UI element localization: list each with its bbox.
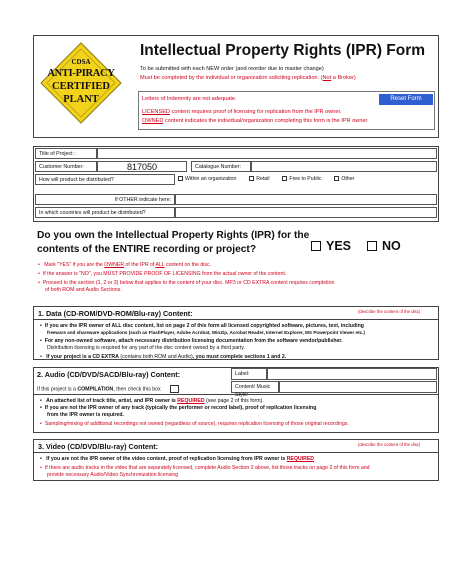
s3-line1: [40, 456, 432, 463]
no-label: NO: [382, 239, 401, 253]
s2-line1-pre: An attached list of track title, artist, and IPR owner is: [46, 398, 178, 404]
other-indicate-label: If OTHER indicate here:: [35, 194, 175, 205]
logo-text-certified: CERTIFIED: [52, 81, 110, 92]
catalogue-field[interactable]: [251, 161, 437, 172]
s1-line5-mid: (contains both ROM and Audio): [118, 354, 193, 361]
instr-yes-owner: OWNER: [104, 262, 125, 268]
s1-line3: • For any non-owned software, attach necessary distribution licensing documentation from the software vendor/publisher.: [40, 338, 432, 345]
logo-text-cdsa: CDSA: [71, 58, 91, 66]
s1-line5: [40, 354, 432, 361]
distribution-options: [176, 176, 354, 183]
section2-body: [33, 395, 439, 433]
compilation-pre: If this project is a: [37, 386, 78, 393]
countries-label: In which countries will product be distributed?: [35, 207, 175, 218]
countries-field[interactable]: [175, 207, 437, 218]
licensed-note: [142, 109, 342, 117]
instruction-no: • If the answer is "NO", you MUST PROVIDE PROOF OF LICENSING from the actual owner of the content.: [38, 271, 438, 278]
s1-line1: • If you are the IPR owner of ALL disc content, list on page 2 of this form all licensed copyrighted software, pictures, text, including: [40, 323, 432, 330]
s2-line1-end: (see page 2 of this form).: [204, 398, 264, 404]
logo-text-plant: PLANT: [63, 94, 99, 105]
s2-line1: [40, 398, 432, 405]
yes-option[interactable]: [311, 239, 351, 253]
section1-body: [33, 320, 439, 360]
section3-body: [33, 453, 439, 481]
other-checkbox[interactable]: [334, 176, 339, 181]
submit-note: To be submitted with each NEW order (and reorder due to master change): [140, 66, 324, 72]
s2-line4: • Sampling/mixing of additional recordings not owned (regardless of source), requires replication licensing of those original recordings.: [40, 421, 432, 428]
within-org-checkbox[interactable]: [178, 176, 183, 181]
ownership-instructions: [38, 262, 438, 296]
distribution-label: How will product be distributed?: [35, 174, 175, 185]
instruction-proceed-2: of both ROM and Audio Sections.: [45, 287, 122, 294]
yes-label: YES: [326, 239, 352, 253]
catalogue-label: Catalogue Number:: [191, 161, 251, 172]
question-line1: Do you own the Intellectual Property Rights (IPR) for the: [37, 230, 310, 241]
compilation-end: , then check this box: [113, 386, 161, 393]
label-field[interactable]: [267, 368, 437, 380]
completion-note-not: Not: [322, 75, 332, 81]
s3-line2: • If there are audio tracks in the video that are separately licensed, complete Audio Section 2 above, list those tracks on page 2 of this form and: [40, 465, 432, 472]
indemnity-note: Letters of Indemnity are not adequate.: [142, 96, 237, 102]
owned-word: OWNED: [142, 118, 164, 124]
completion-note-end: a Broker): [331, 75, 356, 81]
music-style-label: Content/ Music Style:: [231, 381, 279, 393]
instr-yes-pre: Mark "YES" if you are the: [44, 262, 105, 268]
no-checkbox-icon[interactable]: [367, 241, 377, 251]
completion-note-text: Must be completed by the individual or organization soliciting replication. (: [140, 75, 323, 81]
yes-checkbox-icon[interactable]: [311, 241, 321, 251]
retail-checkbox[interactable]: [249, 176, 254, 181]
compilation-word: COMPILATION: [77, 386, 114, 393]
s3-line1-pre: If you are not the IPR owner of the video content, proof of replication licensing from IPR owner is: [46, 456, 287, 462]
free-public-checkbox[interactable]: [282, 176, 287, 181]
other-label: Other: [341, 176, 355, 182]
s1-line2-text: freeware and shareware applications (such as FlashPlayer, Adobe Acrobat, WinZip, Acrobat Reader, Internet Explorer, MS Powerpoint Viewer etc.): [47, 330, 365, 336]
customer-label: Customer Number:: [35, 161, 97, 172]
compilation-checkbox[interactable]: [170, 385, 179, 393]
other-indicate-field[interactable]: [175, 194, 437, 205]
instruction-mark-yes: [38, 262, 438, 269]
owned-text: content indicates the individual/organization completing this form is the IPR owner.: [163, 118, 369, 124]
licensed-word: LICENSED: [142, 109, 170, 115]
logo-text-antipiracy: ANTI-PIRACY: [47, 68, 115, 79]
s1-line4: Distribution licensing is required for any part of the disc content owned by a third party.: [47, 345, 245, 352]
no-option[interactable]: [367, 239, 401, 253]
free-public-label: Free to Public: [289, 176, 322, 182]
retail-label: Retail: [256, 176, 270, 182]
section2-title: 2. Audio (CD/DVD/SACD/Blu-ray) Content:: [37, 370, 181, 379]
s1-line5-end: , you must complete sections 1 and 2.: [192, 354, 287, 361]
s1-line5-pre: If your project is a CD EXTRA: [46, 354, 119, 361]
licensed-text: content requires proof of licensing for replication from the IPR owner.: [169, 109, 342, 115]
question-line2: contents of the ENTIRE recording or project?: [37, 243, 257, 255]
instr-yes-end: content on the disc.: [164, 262, 211, 268]
section3-describe-note: (describe the content of the disc): [358, 442, 421, 447]
instruction-proceed: • Proceed to the section (1, 2 or 3) below that applies to the content of your disc. MP3 or CD EXTRA content requires completion: [38, 280, 438, 287]
section1-describe-note: (describe the content of the disc): [358, 309, 421, 314]
form-title: Intellectual Property Rights (IPR) Form: [140, 42, 426, 59]
section3-header: 3. Video (CD/DVD/Blu-ray) Content:: [33, 439, 439, 453]
s2-line3: from the IPR owner is required.: [47, 412, 124, 419]
ownership-question: [37, 229, 309, 256]
label-label: Label:: [231, 368, 267, 380]
reset-form-button[interactable]: Reset Form: [379, 94, 433, 105]
completion-note: [140, 75, 356, 83]
title-label: Title of Project :: [35, 148, 97, 159]
instr-yes-all: ALL: [155, 262, 165, 268]
within-org-label: Within an organization: [185, 176, 237, 182]
music-style-field[interactable]: [279, 381, 437, 393]
s3-line1-req: REQUIRED: [286, 456, 315, 462]
s1-line2: [40, 330, 432, 336]
instr-yes-mid: of the IPR of: [124, 262, 156, 268]
customer-number-field[interactable]: 817050: [97, 161, 187, 172]
title-input[interactable]: [97, 148, 437, 159]
owned-note: [142, 118, 369, 126]
section1-header: 1. Data (CD-ROM/DVD-ROM/Blu-ray) Content:: [33, 306, 439, 320]
cdsa-logo: [38, 40, 124, 126]
s3-line3: provide necessary Audio/Video Synchronization licensing: [47, 472, 179, 479]
compilation-row: [37, 385, 181, 393]
s2-line1-req: REQUIRED: [177, 398, 205, 404]
s2-line2: • If you are not the IPR owner of any track (typically the performer or record label), proof of replication licensing: [40, 405, 432, 412]
